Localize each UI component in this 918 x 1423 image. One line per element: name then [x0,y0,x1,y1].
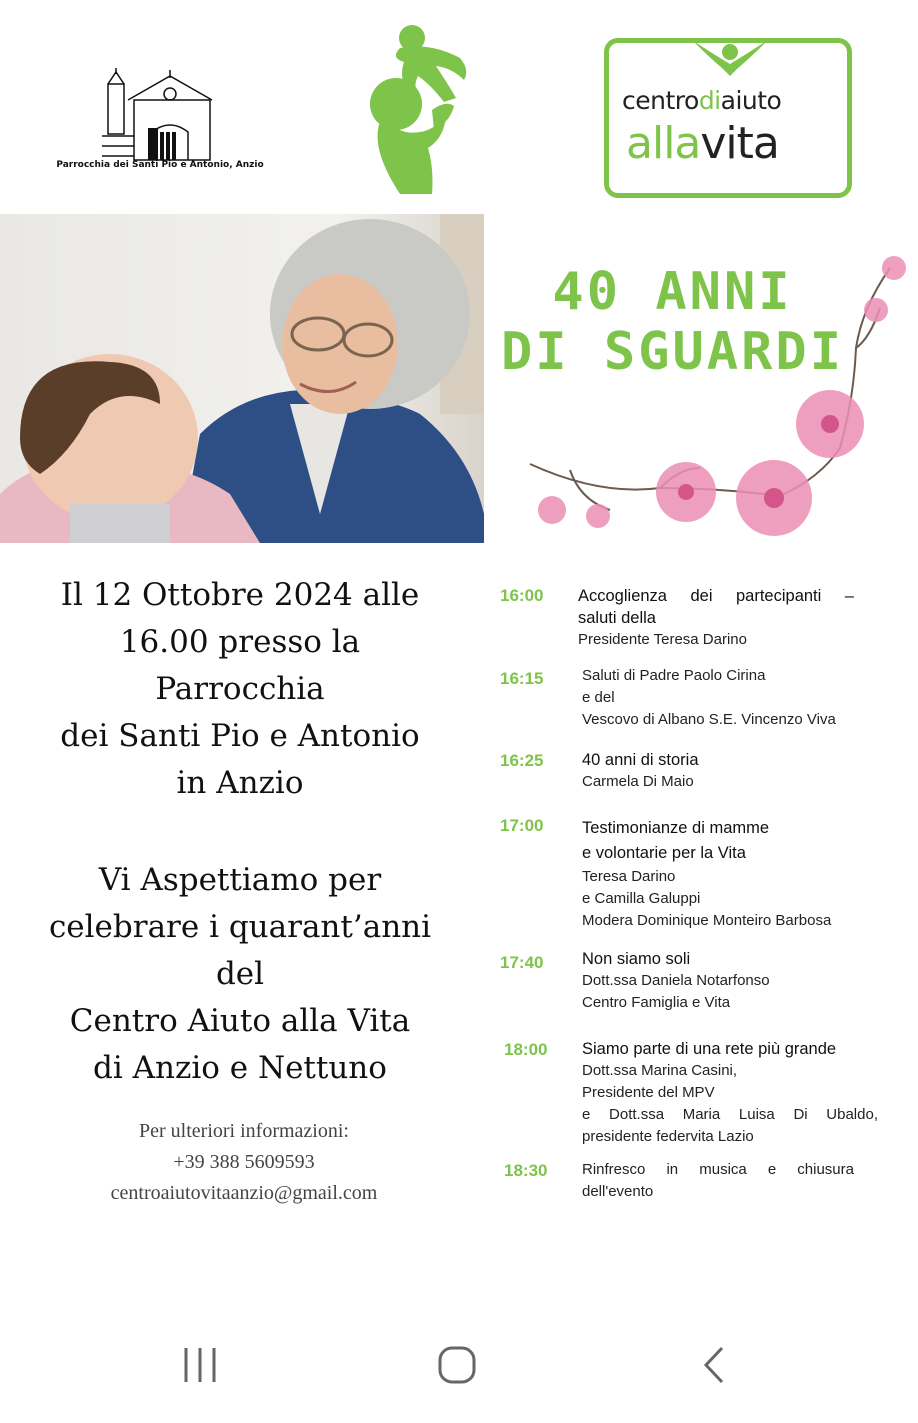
schedule-item-title: 40 anni di storia [582,751,699,769]
schedule-item-line: Presidente Teresa Darino [578,631,747,648]
schedule-item-line: Centro Famiglia e Vita [582,994,731,1011]
celebration-text [20,857,460,1092]
schedule-item-title: Non siamo soli [582,950,691,968]
schedule-item-line: Rinfresco in musica e chiusura [582,1161,854,1178]
android-navigation-bar [0,1320,918,1419]
schedule-item [582,1159,854,1203]
invite-line: Parrocchia [155,671,325,707]
church-logo [100,66,220,166]
event-title-line2: DI SGUARDI [500,322,845,382]
schedule-item-line: presidente federvita Lazio [582,1128,754,1145]
info-heading: Per ulteriori informazioni: [139,1120,349,1142]
invite-line: celebrare i quarant’anni [48,909,432,945]
schedule-item-title: Siamo parte di una rete più grande [582,1040,837,1058]
phone-number[interactable]: +39 388 5609593 [173,1151,315,1173]
invite-line: Il 12 Ottobre 2024 alle [60,577,420,613]
schedule-item-line: Dott.ssa Marina Casini, [582,1062,738,1079]
contact-info [60,1116,428,1209]
invite-line: del [215,956,265,992]
email-address[interactable]: centroaiutovitaanzio@gmail.com [110,1182,378,1204]
schedule-item [582,665,882,731]
schedule-item-line: Carmela Di Maio [582,773,694,790]
grandmother-baby-photo [0,214,484,543]
event-title-line1: 40 ANNI [552,262,793,322]
logo-text-line2: allavita [626,118,779,169]
home-icon[interactable] [440,1348,474,1382]
schedule-time: 16:15 [500,669,544,688]
invite-line: di Anzio e Nettuno [93,1050,387,1086]
schedule-item-line: Dott.ssa Daniela Notarfonso [582,972,770,989]
schedule-item-line: Vescovo di Albano S.E. Vincenzo Viva [582,711,836,728]
invitation-text [20,572,460,807]
invite-line: Centro Aiuto alla Vita [69,1003,411,1039]
schedule-item [578,585,854,651]
schedule-item [582,1038,878,1148]
schedule-item-line: Saluti di Padre Paolo Cirina [582,667,766,684]
logo-text-line1: centrodiaiuto [622,86,782,115]
schedule-item [582,749,882,793]
schedule-time: 18:30 [504,1161,548,1180]
schedule-item-title: Accoglienza dei partecipanti – [578,587,854,605]
schedule-item-line: Teresa Darino [582,868,676,885]
invite-line: in Anzio [176,765,304,801]
schedule-item [582,948,882,1014]
centro-aiuto-vita-logo [604,38,850,196]
event-title [500,262,845,382]
mother-child-logo [360,18,480,198]
schedule-time: 16:25 [500,751,544,770]
schedule-item-title: e volontarie per la Vita [582,844,746,862]
invite-line: 16.00 presso la [119,624,361,660]
schedule-item-line: e del [582,689,615,706]
schedule-time: 18:00 [504,1040,548,1059]
schedule-item-line: e Camilla Galuppi [582,890,701,907]
schedule-time: 17:40 [500,953,544,972]
schedule-item-title: Testimonianze di mamme [582,819,770,837]
schedule-item-line: saluti della [578,609,656,627]
schedule-time: 16:00 [500,586,544,605]
schedule-item-line: Modera Dominique Monteiro Barbosa [582,912,832,929]
schedule-item-line: Presidente del MPV [582,1084,715,1101]
schedule-item-line: e Dott.ssa Maria Luisa Di Ubaldo, [582,1106,878,1123]
invite-line: dei Santi Pio e Antonio [60,718,420,754]
invite-line: Vi Aspettiamo per [98,862,382,898]
schedule-time: 17:00 [500,816,544,835]
schedule-item-line: dell'evento [582,1183,654,1200]
back-icon[interactable] [706,1348,722,1382]
parish-caption: Parrocchia dei Santi Pio e Antonio, Anzio [56,160,264,170]
recent-apps-icon[interactable] [186,1348,214,1382]
schedule-item [582,816,882,932]
